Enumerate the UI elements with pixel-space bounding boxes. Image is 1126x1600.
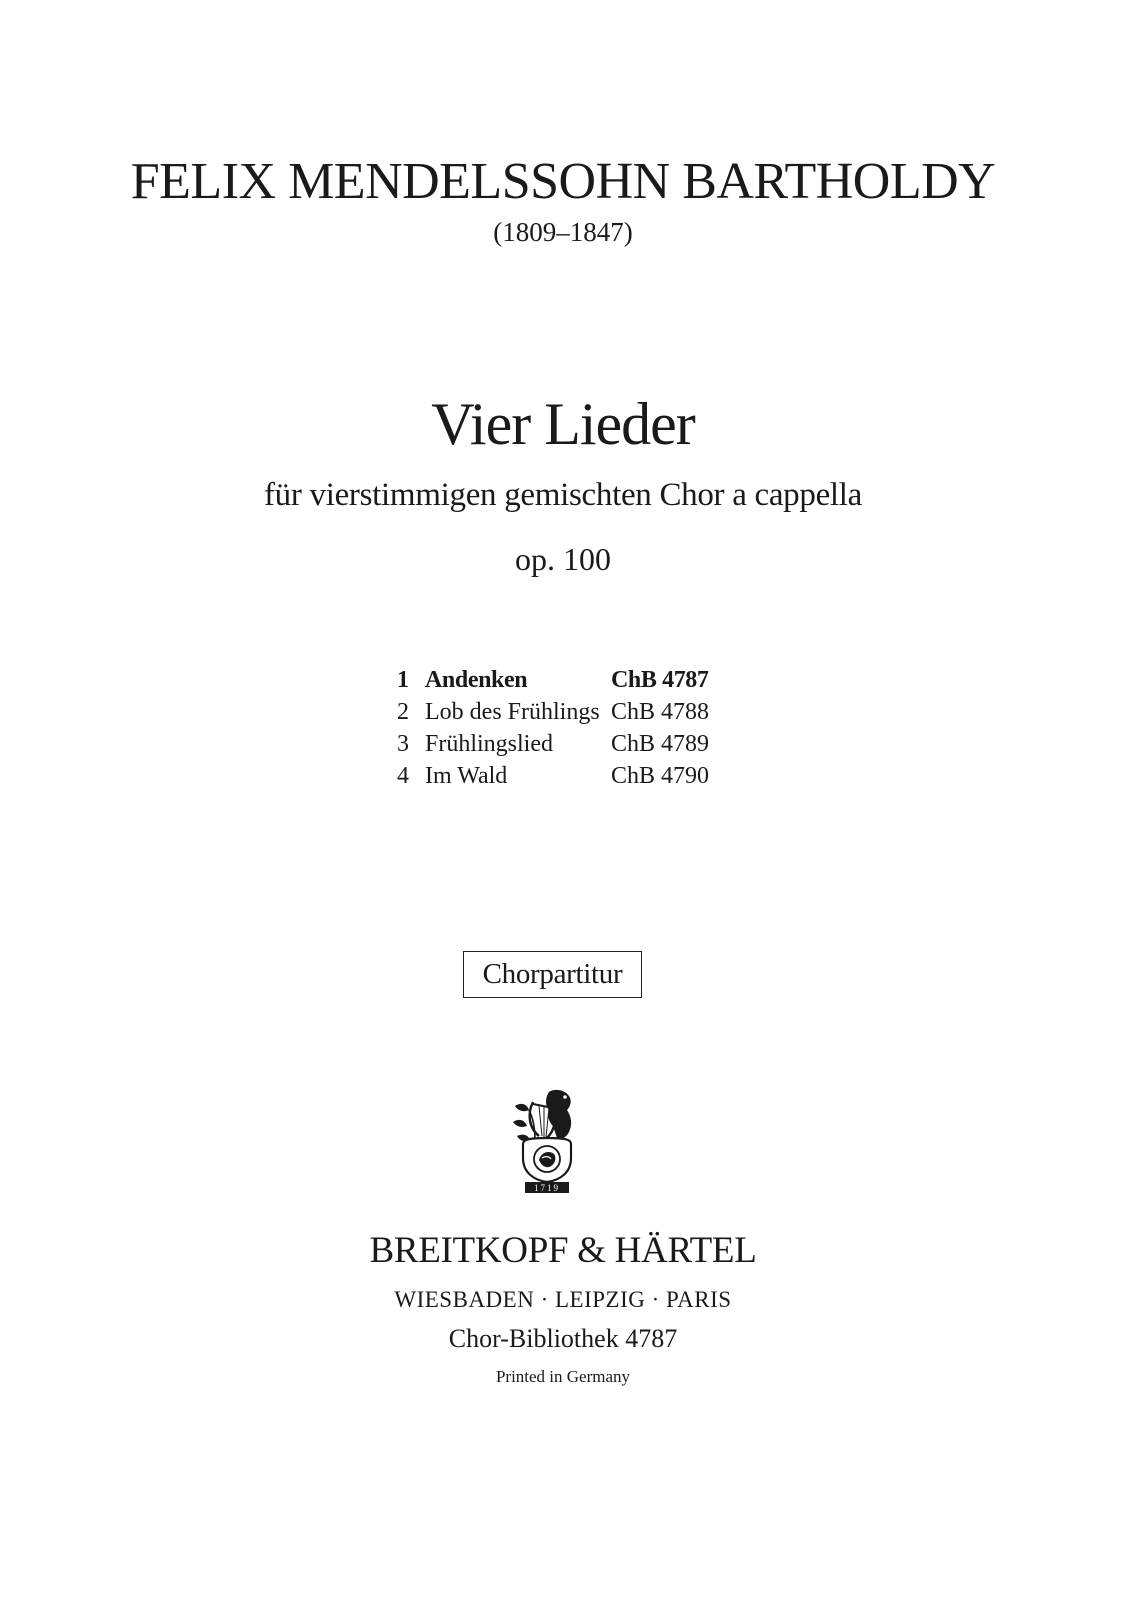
bear-lyre-emblem-icon [509, 1088, 585, 1194]
piece-catalog: ChB 4787 [611, 667, 709, 693]
work-title: Vier Lieder [431, 391, 695, 457]
piece-catalog: ChB 4788 [611, 699, 710, 725]
piece-row [397, 760, 709, 792]
printed-note: Printed in Germany [495, 1367, 631, 1386]
emblem-year: 1719 [534, 1183, 560, 1193]
catalog-number: Chor-Bibliothek 4787 [448, 1324, 678, 1353]
piece-row [397, 728, 709, 760]
piece-row [397, 664, 709, 696]
piece-title: Lob des Frühlings [425, 699, 600, 725]
composer-name: FELIX MENDELSSOHN BARTHOLDY [130, 153, 996, 210]
piece-number: 1 [397, 667, 409, 693]
piece-number: 2 [397, 699, 409, 725]
piece-title: Frühlingslied [425, 731, 554, 757]
publisher-cities: WIESBADEN · LEIPZIG · PARIS [394, 1287, 732, 1312]
edition-type-label: Chorpartitur [463, 951, 642, 998]
publisher-name: BREITKOPF & HÄRTEL [369, 1230, 757, 1271]
composer-dates: (1809–1847) [493, 217, 633, 247]
piece-title: Im Wald [425, 763, 508, 789]
piece-row [397, 696, 709, 728]
piece-number: 3 [397, 731, 409, 757]
piece-number: 4 [397, 763, 409, 789]
opus-number: op. 100 [515, 541, 611, 577]
work-subtitle: für vierstimmigen gemischten Chor a cappella [263, 477, 863, 513]
piece-title: Andenken [425, 667, 528, 693]
piece-catalog: ChB 4790 [611, 763, 710, 789]
piece-catalog: ChB 4789 [611, 731, 710, 757]
pieces-list [397, 664, 709, 792]
